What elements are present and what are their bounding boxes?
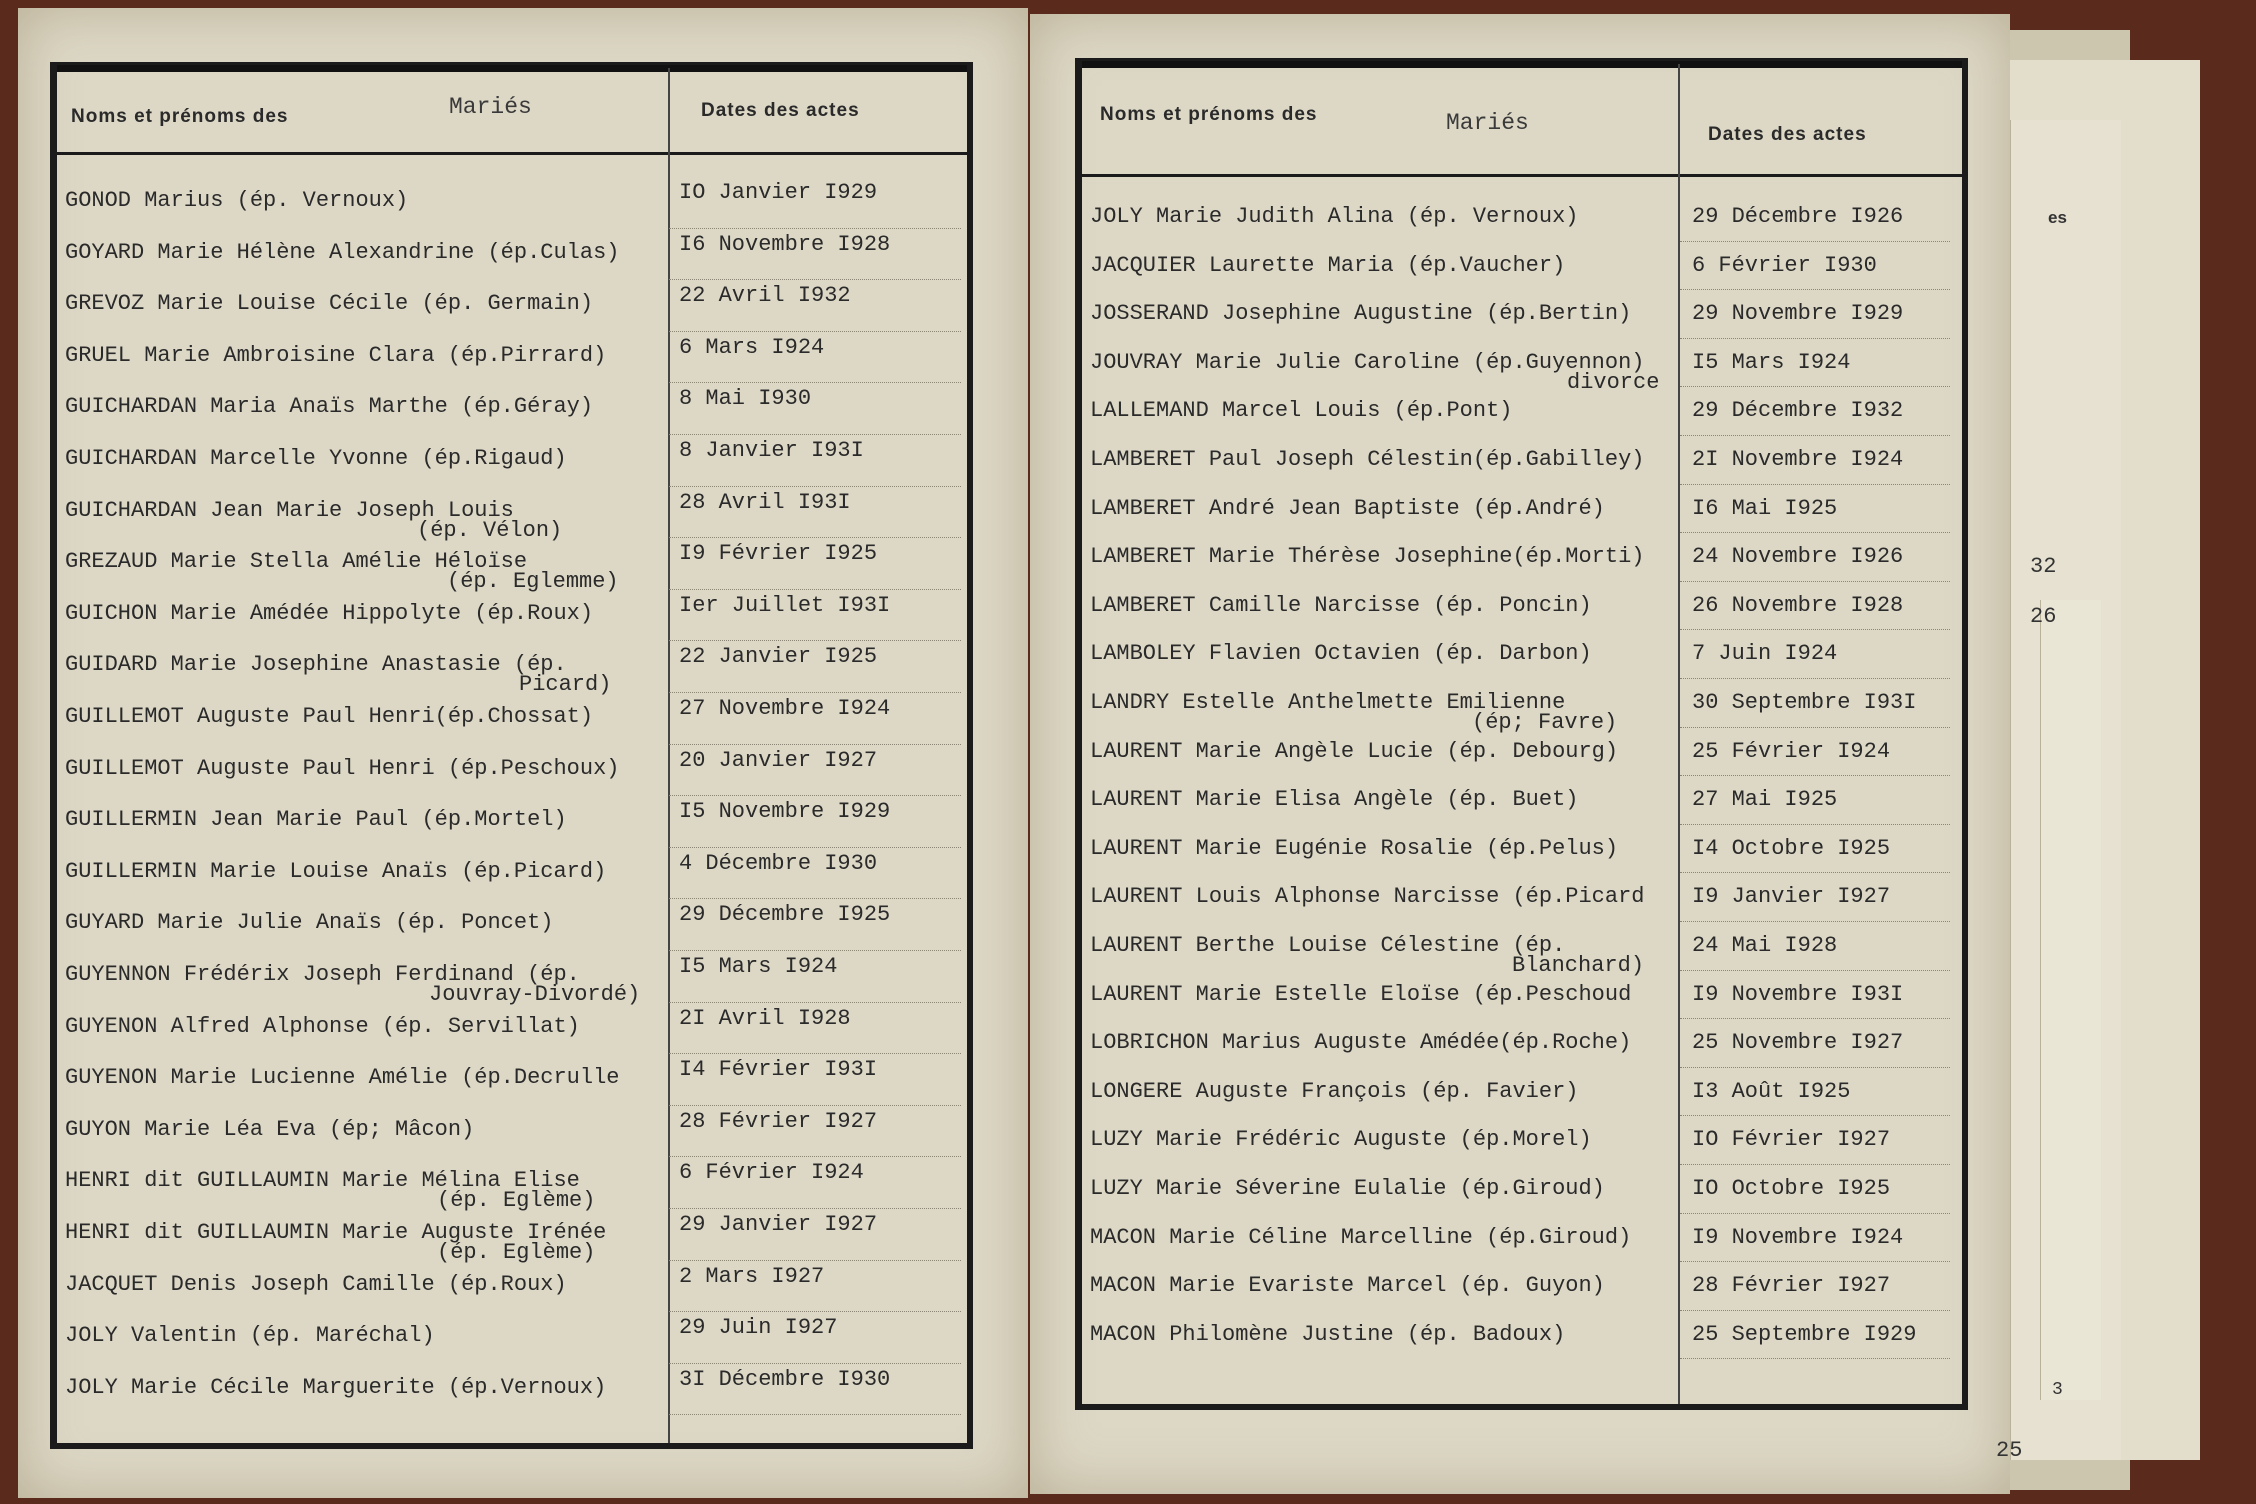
register-entry: [1082, 398, 1952, 447]
row-guide-line: [1680, 727, 1950, 728]
entry-date: 24 Mai I928: [1692, 933, 1838, 958]
row-guide-line: [1680, 484, 1950, 485]
entry-date: 2I Novembre I924: [1692, 447, 1904, 472]
entry-date: I3 Août I925: [1692, 1078, 1851, 1104]
entry-date: I4 Février I93I: [679, 1057, 878, 1083]
register-entry: [1082, 690, 1952, 739]
row-guide-line: [1680, 1164, 1950, 1165]
header-bottom-rule: [1082, 174, 1962, 177]
row-guide-line: [669, 898, 961, 899]
entry-name: GUYARD Marie Julie Anaïs (ép. Poncet): [65, 910, 554, 936]
entry-date: 2I Avril I928: [679, 1005, 851, 1031]
entry-name: LAMBERET Camille Narcisse (ép. Poncin): [1090, 592, 1592, 618]
row-guide-line: [669, 589, 961, 590]
register-entry: [1082, 836, 1952, 885]
row-guide-line: [669, 1363, 961, 1364]
entry-name: LANDRY Estelle Anthelmette Emilienne: [1090, 690, 1566, 715]
row-guide-line: [669, 847, 961, 848]
entry-continuation: (ép. Eglème): [437, 1240, 596, 1265]
register-entry: [1082, 447, 1952, 496]
entry-date: 29 Janvier I927: [679, 1212, 878, 1237]
row-guide-line: [1680, 1358, 1950, 1359]
row-guide-line: [1680, 289, 1950, 290]
register-entry: [1082, 884, 1952, 933]
header-rule: [1082, 61, 1962, 68]
register-entry: [1082, 739, 1952, 788]
entry-date: 25 Novembre I927: [1692, 1030, 1904, 1056]
row-guide-line: [1680, 921, 1950, 922]
entry-continuation: Picard): [519, 672, 612, 698]
entry-name: GUILLERMIN Jean Marie Paul (ép.Mortel): [65, 807, 567, 833]
row-guide-line: [669, 1208, 961, 1209]
page-number-fragment: 25: [1996, 1438, 2023, 1463]
edge-fragment: 3: [2052, 1380, 2063, 1400]
row-guide-line: [1680, 581, 1950, 582]
entry-name: GUYENON Alfred Alphonse (ép. Servillat): [65, 1013, 580, 1039]
row-guide-line: [669, 1414, 961, 1415]
entry-name: JOLY Marie Judith Alina (ép. Vernoux): [1090, 204, 1579, 229]
entry-date: 28 Février I927: [1692, 1273, 1891, 1299]
entry-date: IO Octobre I925: [1692, 1176, 1891, 1201]
entry-date: 29 Décembre I926: [1692, 204, 1904, 229]
entry-name: MACON Philomène Justine (ép. Badoux): [1090, 1321, 1566, 1347]
entry-date: 25 Février I924: [1692, 738, 1891, 764]
entry-date: I9 Novembre I93I: [1692, 981, 1904, 1007]
entry-date: 8 Mai I930: [679, 386, 812, 412]
entry-name: GUYENNON Frédérix Joseph Ferdinand (ép.: [65, 962, 580, 987]
entry-name: LAURENT Marie Angèle Lucie (ép. Debourg): [1090, 738, 1619, 764]
entry-date: IO Février I927: [1692, 1127, 1891, 1153]
row-guide-line: [1680, 241, 1950, 242]
header-rule: [57, 65, 967, 72]
register-entry: [1082, 641, 1952, 690]
row-guide-line: [669, 1156, 961, 1157]
entry-name: LAMBERET André Jean Baptiste (ép.André): [1090, 495, 1605, 521]
entry-name: LUZY Marie Séverine Eulalie (ép.Giroud): [1090, 1176, 1605, 1201]
entry-name: GUILLEMOT Auguste Paul Henri(ép.Chossat): [65, 704, 594, 729]
torn-edge-strip-2: [2040, 600, 2101, 1400]
header-dates-label: Dates des actes: [701, 100, 860, 121]
entry-date: 6 Février I924: [679, 1160, 864, 1186]
row-guide-line: [1680, 775, 1950, 776]
row-guide-line: [1680, 970, 1950, 971]
entry-name: JOLY Valentin (ép. Maréchal): [65, 1323, 435, 1349]
register-entry: [1082, 933, 1952, 982]
register-entry: [1082, 204, 1952, 253]
register-entry: [1082, 1176, 1952, 1225]
register-entry: [1082, 982, 1952, 1031]
entry-name: LAURENT Marie Eugénie Rosalie (ép.Pelus): [1090, 835, 1619, 861]
entry-date: I5 Mars I924: [679, 954, 838, 979]
row-guide-line: [669, 1311, 961, 1312]
entry-date: 29 Novembre I929: [1692, 301, 1904, 327]
register-entry: [1082, 544, 1952, 593]
entry-continuation: (ép. Eglème): [437, 1188, 596, 1214]
entry-name: GUICHARDAN Marcelle Yvonne (ép.Rigaud): [65, 446, 567, 471]
row-guide-line: [1680, 824, 1950, 825]
entry-date: 22 Avril I932: [679, 283, 851, 309]
edge-fragment: 26: [2030, 604, 2057, 629]
entry-name: GUYON Marie Léa Eva (ép; Mâcon): [65, 1116, 475, 1142]
register-entry: [1082, 1225, 1952, 1274]
entry-name: JACQUIER Laurette Maria (ép.Vaucher): [1090, 252, 1566, 278]
entry-name: LAURENT Berthe Louise Célestine (ép.: [1090, 933, 1566, 958]
row-guide-line: [669, 1260, 961, 1261]
row-guide-line: [669, 382, 961, 383]
entry-date: 26 Novembre I928: [1692, 592, 1904, 618]
row-guide-line: [669, 950, 961, 951]
entry-date: 6 Mars I924: [679, 334, 825, 360]
entry-date: 4 Décembre I930: [679, 850, 878, 876]
entry-date: I4 Octobre I925: [1692, 835, 1891, 861]
entry-name: GUYENON Marie Lucienne Amélie (ép.Decrulle: [65, 1065, 620, 1091]
row-guide-line: [1680, 1018, 1950, 1019]
entry-name: LAMBERET Marie Thérèse Josephine(ép.Morti): [1090, 544, 1645, 570]
entry-name: LONGERE Auguste François (ép. Favier): [1090, 1078, 1579, 1104]
register-entry: [1082, 787, 1952, 836]
entry-date: 29 Juin I927: [679, 1315, 838, 1341]
row-guide-line: [669, 1002, 961, 1003]
row-guide-line: [669, 692, 961, 693]
row-guide-line: [1680, 435, 1950, 436]
entry-name: JOUVRAY Marie Julie Caroline (ép.Guyennon): [1090, 349, 1645, 375]
entry-name: GONOD Marius (ép. Vernoux): [65, 188, 409, 213]
entry-date: Ier Juillet I93I: [679, 592, 891, 618]
entry-date: IO Janvier I929: [679, 180, 878, 205]
entry-continuation: (ép; Favre): [1472, 710, 1618, 735]
register-entry: [1082, 1127, 1952, 1176]
register-entry: [1082, 1079, 1952, 1128]
entry-name: GRUEL Marie Ambroisine Clara (ép.Pirrard): [65, 342, 607, 368]
row-guide-line: [669, 486, 961, 487]
entry-name: LALLEMAND Marcel Louis (ép.Pont): [1090, 398, 1513, 424]
entry-date: 20 Janvier I927: [679, 747, 878, 773]
entry-date: 3I Décembre I930: [679, 1366, 891, 1392]
entry-date: I9 Février I925: [679, 541, 878, 567]
row-guide-line: [1680, 872, 1950, 873]
row-guide-line: [1680, 386, 1950, 387]
entry-continuation: Jouvray-Divordé): [429, 982, 641, 1007]
header-names-label: Noms et prénoms des: [71, 106, 289, 127]
header-bottom-rule: [57, 152, 967, 155]
entry-name: GUICHARDAN Maria Anaïs Marthe (ép.Géray): [65, 394, 594, 420]
row-guide-line: [1680, 532, 1950, 533]
row-guide-line: [669, 795, 961, 796]
entry-name: JOLY Marie Cécile Marguerite (ép.Vernoux): [65, 1374, 607, 1400]
entry-date: 25 Septembre I929: [1692, 1321, 1917, 1347]
row-guide-line: [1680, 1067, 1950, 1068]
edge-fragment: 32: [2030, 554, 2057, 579]
row-guide-line: [1680, 629, 1950, 630]
entry-date: I9 Novembre I924: [1692, 1224, 1904, 1250]
register-entry: [1082, 593, 1952, 642]
entry-date: 8 Janvier I93I: [679, 438, 864, 463]
header-names-typed: Mariés: [1446, 110, 1529, 136]
entry-name: HENRI dit GUILLAUMIN Marie Auguste Irénée: [65, 1220, 607, 1245]
entry-date: 27 Novembre I924: [679, 696, 891, 721]
register-entry: [1082, 253, 1952, 302]
edge-fragment: es: [2048, 208, 2067, 227]
row-guide-line: [1680, 1261, 1950, 1262]
right-register-table: [1075, 58, 1968, 1410]
entry-continuation: (ép. Vélon): [417, 517, 563, 543]
entry-continuation: divorce: [1567, 369, 1660, 395]
register-entry: [57, 334, 957, 395]
entry-date: 28 Avril I93I: [679, 489, 851, 515]
header-names-typed: Mariés: [449, 94, 532, 120]
entry-date: I6 Mai I925: [1692, 495, 1838, 521]
entry-date: I5 Novembre I929: [679, 799, 891, 825]
entry-name: LAMBERET Paul Joseph Célestin(ép.Gabilley): [1090, 447, 1645, 472]
row-guide-line: [669, 640, 961, 641]
row-guide-line: [1680, 338, 1950, 339]
entry-date: 27 Mai I925: [1692, 787, 1838, 813]
entry-name: LOBRICHON Marius Auguste Amédée(ép.Roche): [1090, 1030, 1632, 1056]
register-entry: [57, 1366, 957, 1427]
entry-name: HENRI dit GUILLAUMIN Marie Mélina Elise: [65, 1168, 580, 1194]
entry-name: LAURENT Marie Estelle Eloïse (ép.Peschoud: [1090, 981, 1632, 1007]
row-guide-line: [669, 279, 961, 280]
row-guide-line: [669, 744, 961, 745]
entry-date: 24 Novembre I926: [1692, 544, 1904, 570]
entry-date: 7 Juin I924: [1692, 641, 1838, 667]
entry-name: GUILLERMIN Marie Louise Anaïs (ép.Picard): [65, 858, 607, 884]
entry-name: GUICHARDAN Jean Marie Joseph Louis: [65, 497, 514, 523]
entry-name: JACQUET Denis Joseph Camille (ép.Roux): [65, 1271, 567, 1297]
register-entry: [1082, 1273, 1952, 1322]
row-guide-line: [1680, 1213, 1950, 1214]
entry-name: LAURENT Marie Elisa Angèle (ép. Buet): [1090, 787, 1579, 813]
row-guide-line: [669, 331, 961, 332]
entry-name: GUICHON Marie Amédée Hippolyte (ép.Roux): [65, 600, 594, 626]
entry-name: JOSSERAND Josephine Augustine (ép.Bertin): [1090, 301, 1632, 327]
row-guide-line: [669, 1105, 961, 1106]
row-guide-line: [1680, 1115, 1950, 1116]
entry-date: I6 Novembre I928: [679, 231, 891, 257]
entry-date: I9 Janvier I927: [1692, 884, 1891, 910]
row-guide-line: [669, 228, 961, 229]
entry-continuation: Blanchard): [1512, 953, 1645, 978]
header-dates-label: Dates des actes: [1708, 124, 1867, 145]
header-names-label: Noms et prénoms des: [1100, 104, 1318, 125]
entry-date: 29 Décembre I932: [1692, 398, 1904, 424]
row-guide-line: [669, 434, 961, 435]
row-guide-line: [1680, 1310, 1950, 1311]
row-guide-line: [669, 1053, 961, 1054]
entry-date: I5 Mars I924: [1692, 349, 1851, 375]
entry-name: MACON Marie Céline Marcelline (ép.Giroud): [1090, 1224, 1632, 1250]
register-entry: [1082, 1322, 1952, 1371]
entry-date: 22 Janvier I925: [679, 644, 878, 670]
entry-date: 2 Mars I927: [679, 1263, 825, 1289]
entry-name: GUILLEMOT Auguste Paul Henri (ép.Peschoux): [65, 755, 620, 781]
entry-continuation: (ép. Eglemme): [447, 569, 619, 595]
row-guide-line: [669, 537, 961, 538]
entry-date: 29 Décembre I925: [679, 902, 891, 928]
entry-date: 28 Février I927: [679, 1108, 878, 1134]
entry-name: GREVOZ Marie Louise Cécile (ép. Germain): [65, 291, 594, 317]
register-entry: [1082, 496, 1952, 545]
entry-date: 6 Février I930: [1692, 252, 1877, 278]
register-entry: [1082, 350, 1952, 399]
entry-name: LUZY Marie Frédéric Auguste (ép.Morel): [1090, 1127, 1592, 1153]
entry-name: GUIDARD Marie Josephine Anastasie (ép.: [65, 652, 567, 678]
entry-date: 30 Septembre I93I: [1692, 690, 1917, 715]
register-entry: [1082, 1030, 1952, 1079]
entry-name: MACON Marie Evariste Marcel (ép. Guyon): [1090, 1273, 1605, 1299]
entry-name: LAMBOLEY Flavien Octavien (ép. Darbon): [1090, 641, 1592, 667]
entry-name: GREZAUD Marie Stella Amélie Héloïse: [65, 549, 528, 575]
register-entry: [1082, 301, 1952, 350]
row-guide-line: [1680, 678, 1950, 679]
left-register-table: [50, 62, 973, 1449]
entry-name: GOYARD Marie Hélène Alexandrine (ép.Culas): [65, 239, 620, 265]
entry-name: LAURENT Louis Alphonse Narcisse (ép.Picard: [1090, 884, 1645, 910]
